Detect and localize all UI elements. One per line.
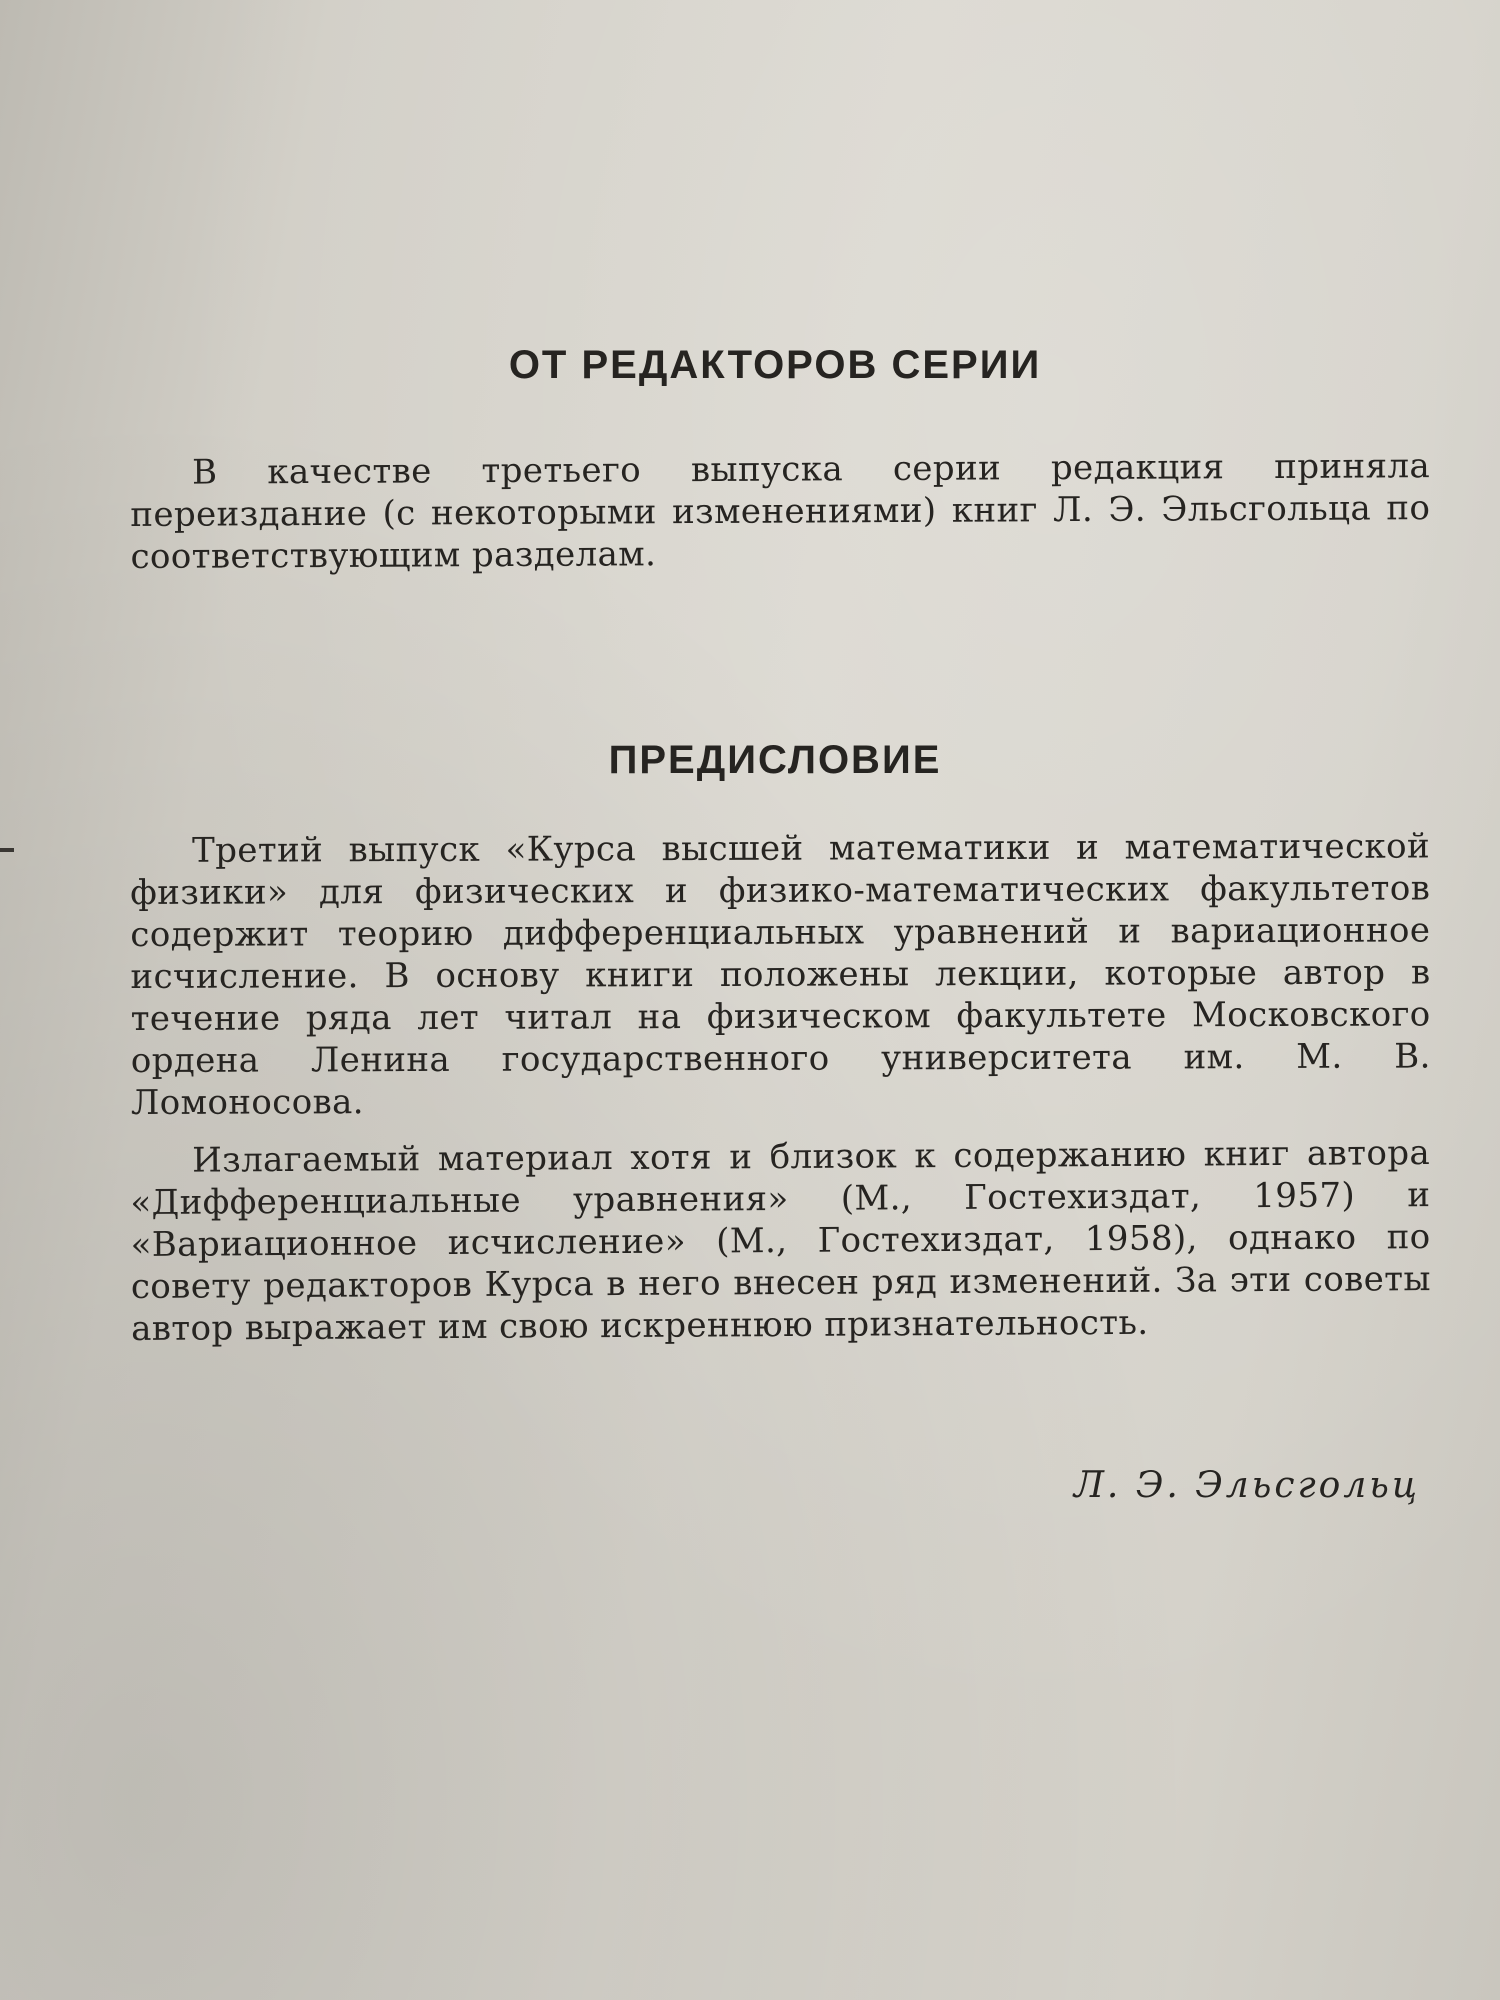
editors-note-paragraph: В качестве третьего выпуска серии редакция приняла переиздание (с некоторыми изменениями) книг Л. Э. Эльсгольца по соответствующим разделам.: [130, 446, 1431, 577]
author-signature: Л. Э. Эльсгольц: [1073, 1465, 1420, 1506]
preface-paragraph-2: Излагаемый материал хотя и близок к содержанию книг автора «Дифференциальные уравнения» (М., Гостехиздат, 1957) и «Вариационное исчисление» (М., Гостехиздат, 1958), однако по совету редакторов Курса в него внесен ряд изменений. За эти советы автор выражает им свою искреннюю признательность.: [130, 1133, 1431, 1349]
preface-paragraph-1: Третий выпуск «Курса высшей математики и математической физики» для физических и физико-математических факультетов содержит теорию дифференциальных уравнений и вариационное исчисление. В основу книги положены лекции, которые автор в течение ряда лет читал на физическом факультете Московского ордена Ленина государственного университета им. М. В. Ломоносова.: [130, 826, 1431, 1123]
preface-heading: ПРЕДИСЛОВИЕ: [608, 738, 942, 782]
editors-note-heading: ОТ РЕДАКТОРОВ СЕРИИ: [508, 343, 1042, 387]
page-edge-mark: [0, 848, 14, 852]
